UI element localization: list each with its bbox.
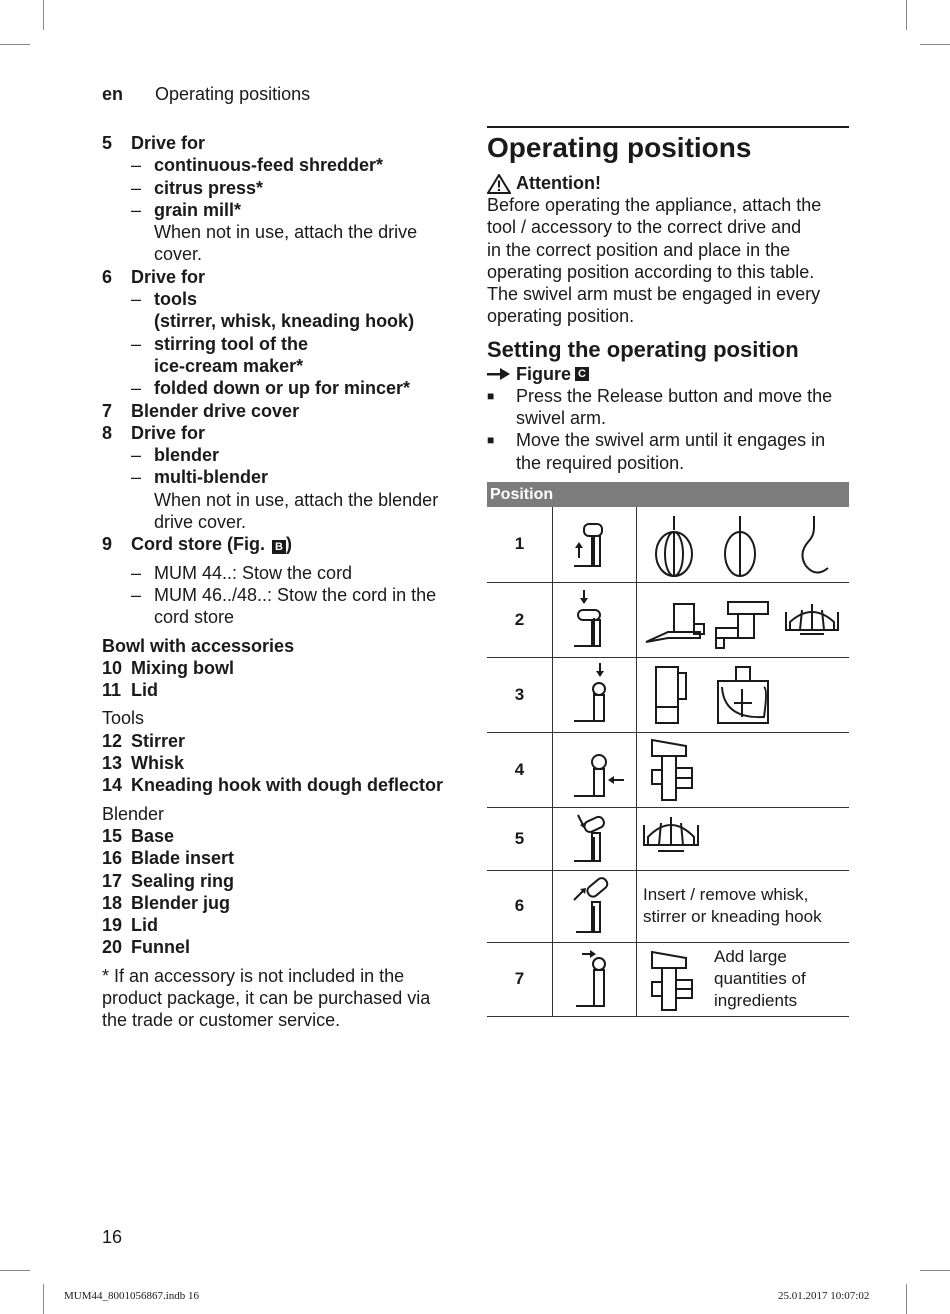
position-number: 3 [487, 657, 553, 732]
list-item: 19 Lid [102, 915, 158, 936]
table-row [487, 732, 849, 807]
language-code: en [102, 84, 124, 104]
list-item: 12 Stirrer [102, 730, 186, 751]
note: cover. [154, 244, 203, 265]
sub-item: – MUM 46../48..: Stow the cord in the [131, 584, 437, 605]
whisk-stirrer-hook-icons [638, 508, 848, 580]
list-item: 10 Mixing bowl [102, 657, 234, 678]
mincer-large-cell [637, 942, 850, 1016]
list-item: 20 Funnel [102, 937, 190, 958]
sub-item: – MUM 44..: Stow the cord [131, 562, 353, 583]
position-description: Insert / remove whisk, stirrer or kneading hook [637, 870, 850, 942]
figure-ref-badge: B [272, 540, 286, 554]
list-item: 9 Cord store (Fig. B ) [102, 534, 293, 555]
list-item: 14 Kneading hook with dough deflector [102, 775, 443, 796]
crop-mark [0, 44, 30, 45]
blender-multiblender-icons [638, 659, 848, 731]
sub-item-cont: cord store [154, 607, 235, 628]
figure-reference: Figure C [487, 363, 849, 385]
table-row [487, 870, 849, 942]
list-item: 7 Blender drive cover [102, 400, 300, 421]
table-row [487, 582, 849, 657]
group-title: Bowl with accessories [102, 635, 295, 656]
appliance-arm-vertical-icon [554, 659, 635, 731]
crop-mark [906, 0, 907, 30]
position-number: 6 [487, 870, 553, 942]
position-number: 4 [487, 732, 553, 807]
sub-item: – continuous-feed shredder* [131, 155, 384, 176]
mincer-icon [638, 734, 848, 806]
crop-mark [920, 44, 950, 45]
list-item: 6 Drive for [102, 266, 206, 287]
position-description: Add large quantities of ingredients [714, 947, 806, 1010]
sub-item-cont: (stirrer, whisk, kneading hook) [154, 311, 415, 332]
shredder-mill-press-icons [638, 584, 848, 656]
sub-item: – multi-blender [131, 467, 269, 488]
crop-mark [0, 1270, 30, 1271]
appliance-arm-raised-icon [554, 872, 635, 940]
crop-mark [920, 1270, 950, 1271]
appliance-arm-forward-icon [554, 734, 635, 806]
running-header [102, 84, 310, 105]
appliance-arm-tilted-icon [554, 809, 635, 869]
sub-item-cont: ice-cream maker* [154, 355, 304, 376]
table-header: Position [487, 482, 849, 507]
note: drive cover. [154, 512, 247, 533]
position-number: 2 [487, 582, 553, 657]
sub-item: – citrus press* [131, 177, 264, 198]
list-item: 15 Base [102, 825, 175, 846]
list-item: 16 Blade insert [102, 848, 235, 869]
position-number: 1 [487, 507, 553, 582]
group-title: Tools [102, 708, 145, 729]
list-item: 8 Drive for [102, 422, 206, 443]
list-item: 13 Whisk [102, 753, 185, 774]
parts-list [102, 132, 462, 1032]
sub-item: – blender [131, 445, 220, 466]
list-item: 5 Drive for [102, 133, 206, 153]
list-item: 18 Blender jug [102, 892, 231, 913]
page-number: 16 [102, 1227, 123, 1247]
operating-section [487, 126, 849, 474]
note: When not in use, attach the blender [154, 489, 439, 510]
sub-item: – tools [131, 289, 197, 310]
crop-mark [906, 1284, 907, 1314]
position-number: 7 [487, 942, 553, 1016]
appliance-arm-down-icon [554, 584, 635, 656]
position-table [487, 482, 849, 1017]
section-rule [487, 126, 849, 128]
crop-mark [43, 1284, 44, 1314]
group-title: Blender [102, 803, 165, 824]
print-date-info: 25.01.2017 10:07:02 [778, 1290, 870, 1302]
mincer-icon [638, 944, 710, 1014]
sub-item: – folded down or up for mincer* [131, 378, 410, 399]
footnote: * If an accessory is not included in the product package, it can be purchased via the trade or customer service. [102, 965, 431, 1031]
section-title: Operating positions [487, 132, 752, 163]
figure-ref-badge: C [575, 367, 589, 381]
bullet-item: ■ Press the Release button and move the swivel arm. [487, 385, 833, 429]
table-row [487, 657, 849, 732]
bullet-item: ■ Move the swivel arm until it engages in the required position. [487, 430, 826, 473]
section-name: Operating positions [155, 84, 311, 104]
list-item: 17 Sealing ring [102, 870, 235, 891]
attention-text: Before operating the appliance, attach the tool / accessory to the correct drive and in the correct position and place in the operating position according to this table. The swivel arm must be engaged in every operating position. [487, 195, 822, 327]
table-row [487, 507, 849, 582]
arrow-right-icon [487, 367, 511, 381]
attention-heading: Attention! [487, 173, 849, 194]
appliance-arm-mincer-icon [554, 944, 635, 1014]
citrus-press-icon [638, 809, 848, 869]
crop-mark [43, 0, 44, 30]
sub-item: – stirring tool of the [131, 333, 308, 354]
note: When not in use, attach the drive [154, 222, 418, 243]
list-item: 11 Lid [102, 680, 158, 701]
table-row [487, 807, 849, 870]
position-number: 5 [487, 807, 553, 870]
print-file-info: MUM44_8001056867.indb 16 [64, 1290, 200, 1302]
sub-item: – grain mill* [131, 199, 242, 220]
warning-icon [487, 174, 511, 194]
appliance-arm-up-icon [554, 508, 635, 580]
subsection-title: Setting the operating position [487, 336, 799, 362]
table-row [487, 942, 849, 1016]
tools-cell [637, 507, 850, 582]
